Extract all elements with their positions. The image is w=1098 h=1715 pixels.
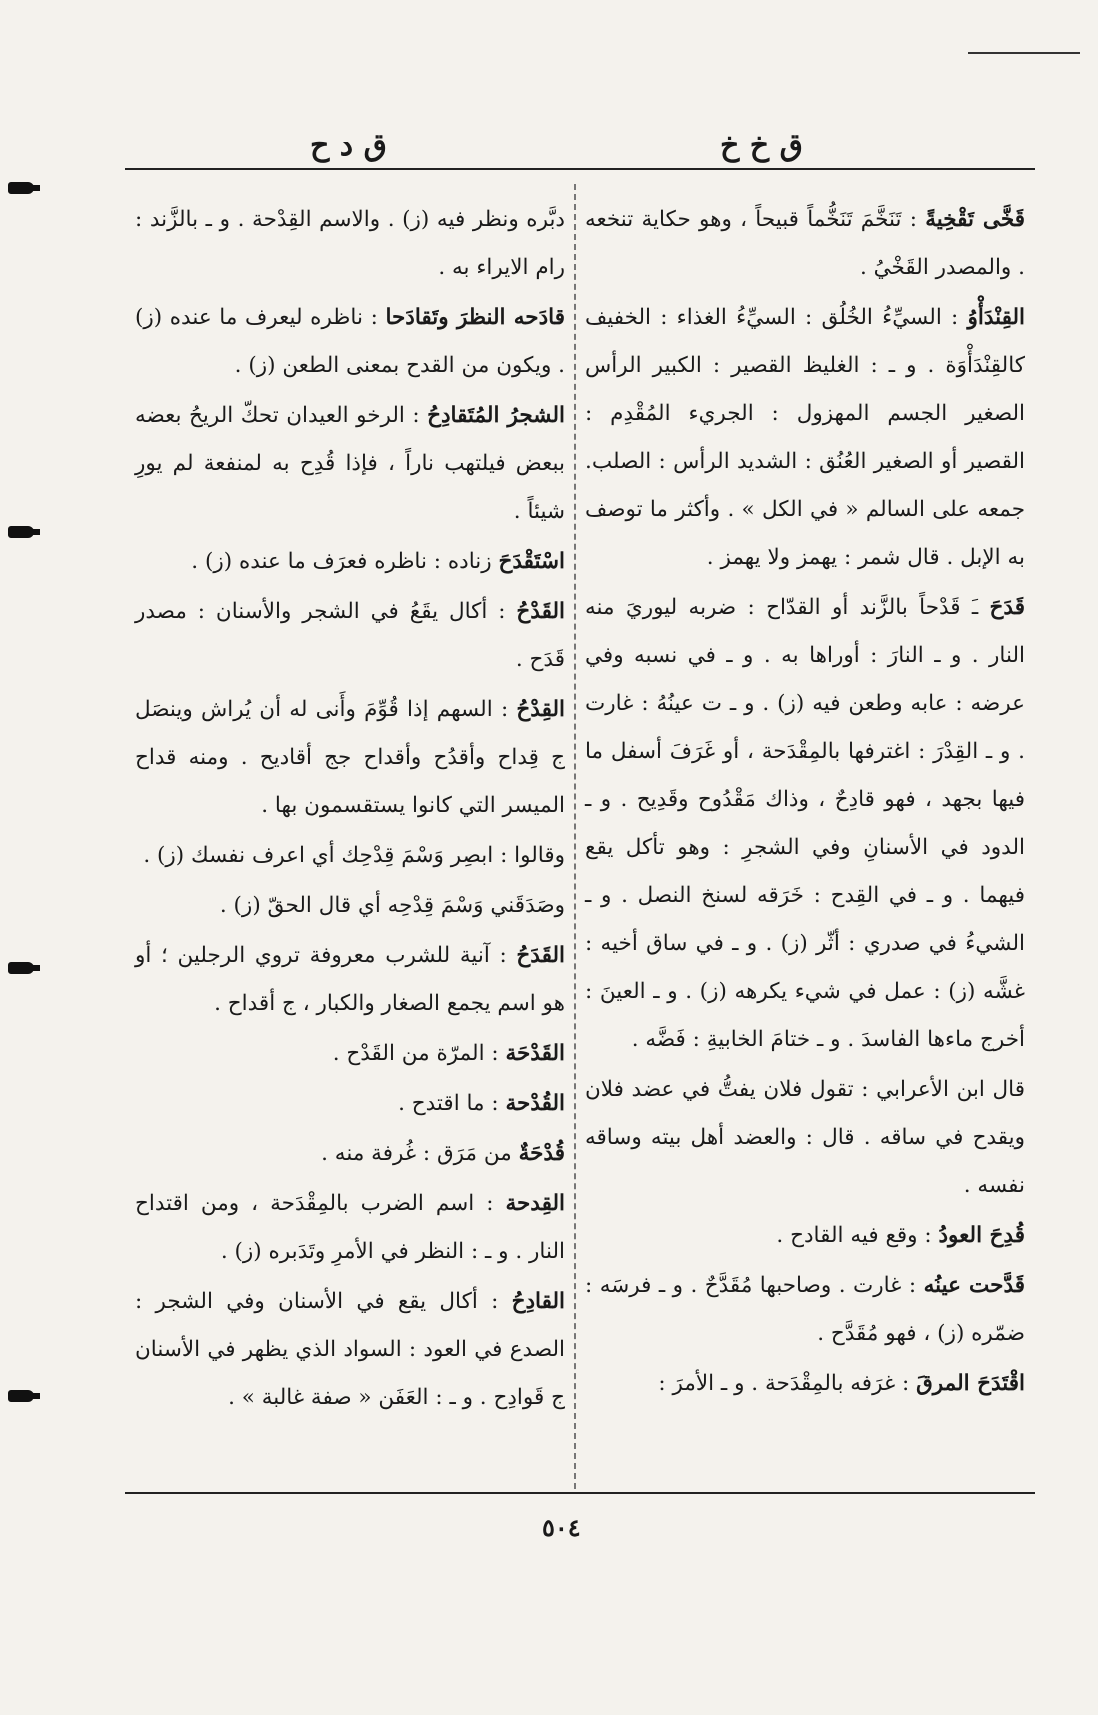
entry-headword: القِدْحُ: [516, 697, 565, 722]
dictionary-entry: [585, 294, 1025, 582]
entry-headword: الشجرُ المُتَقادِحُ: [427, 403, 565, 428]
entry-definition: : أكال يقَعُ في الشجر والأسنان : مصدر قَدَح .: [135, 599, 565, 672]
entry-headword: اقْتَدَحَ المرقَ: [916, 1371, 1025, 1396]
entry-definition: : ناظره ليعرف ما عنده (ز) . ويكون من القدح بمعنى الطعن (ز) .: [135, 305, 565, 378]
dictionary-entry: [135, 882, 565, 930]
right-column: [585, 196, 1025, 1410]
entry-definition: : السيِّءُ الخُلُق : السيِّءُ الغذاء : الخفيف كالقِنْدَأْوَة . و ـ : الغليظ القصير : الكبير الرأس الصغير الجسم المهزول : الجريء المُقْدِم : القصير أو الصغير العُنُق : الشديد الرأس : الصلب. جمعه على السالم « في الكل » . وأكثر ما توصف به الإبل . قال شمر : يهمز ولا يهمز .: [585, 305, 1025, 570]
entry-headword: قُدْحَةٌ: [518, 1141, 565, 1166]
margin-tab-marker: [8, 962, 34, 974]
dictionary-entry: [585, 584, 1025, 1064]
margin-tab-marker: [8, 1390, 34, 1402]
page-number: ٥٠٤: [542, 1513, 581, 1542]
entry-definition: ـَ قَدْحاً بالزَّند أو القدّاح : ضربه ليوريَ منه النار . و ـ النارَ : أوراها به . و ـ في نسبه وفي عرضه : عابه وطعن فيه (ز) . و ـ ت عينُهُ : غارت . و ـ القِدْرَ : اغترفها بالمِقْدَحة ، أو غَرَفَ أسفل ما فيها بجهد ، فهو قادِحٌ ، وذاك مَقْدُوح وقَدِيح . و ـ الدود في الأسنانِ وفي الشجرِ : وهو تأكل يقع فيهما . و ـ في القِدح : خَرَقه لسنخ النصل . و ـ الشيءُ في صدري : أثّر (ز) . و ـ في ساق أخيه : غشَّه (ز) : عمل في شيء يكرهه (ز) . و ـ العينَ : أخرج ماءها الفاسدَ . و ـ ختامَ الخابيةِ : فَضَّه .: [585, 595, 1025, 1052]
entry-definition: : السهم إذا قُوِّمَ وأَنى له أن يُراش وينصَل ج قِداح وأقدُح وأقداح جج أقاديح . ومنه قداح الميسر التي كانوا يستقسمون بها .: [135, 697, 565, 818]
dictionary-entry: [135, 932, 565, 1028]
dictionary-entry: [135, 686, 565, 830]
entry-headword: القَدْحُ: [516, 599, 565, 624]
entry-headword: اسْتَقْدَحَ: [498, 549, 565, 574]
entry-headword: القِنْدَأْوُ: [967, 305, 1025, 330]
entry-definition: وقالوا : ابصِر وَسْمَ قِدْحِك أي اعرف نفسك (ز) .: [143, 843, 565, 868]
entry-definition: : غرَفه بالمِقْدَحة . و ـ الأمرَ :: [658, 1371, 917, 1396]
entry-definition: وصَدَقَني وَسْمَ قِدْحِه أي قال الحقّ (ز) .: [219, 893, 565, 918]
dictionary-entry: [135, 392, 565, 536]
entry-definition: : آنية للشرب معروفة تروي الرجلين ؛ أو هو اسم يجمع الصغار والكبار ، ج أقداح .: [135, 943, 565, 1016]
entry-headword: قَخَّى تَقْخِيةً: [925, 207, 1025, 232]
entry-definition: : ما اقتدح .: [398, 1091, 506, 1116]
footer-rule: [125, 1492, 1035, 1494]
entry-definition: دبَّره ونظر فيه (ز) . والاسم القِدْحة . و ـ بالزَّند : رام الايراء به .: [135, 207, 565, 280]
entry-definition: : اسم الضرب بالمِقْدَحة ، ومن اقتداح النار . و ـ : النظر في الأمرِ وتَدَبره (ز) .: [135, 1191, 565, 1264]
entry-headword: القَدَحُ: [516, 943, 565, 968]
right-running-header: ق خ خ: [720, 128, 803, 163]
entry-definition: من مَرَق : غُرفة منه .: [321, 1141, 519, 1166]
margin-tab-marker: [8, 182, 34, 194]
dictionary-entry: [135, 1030, 565, 1078]
entry-definition: : المرّة من القَدْح .: [332, 1041, 506, 1066]
dictionary-entry: [135, 294, 565, 390]
entry-headword: قُدِحَ العودُ: [938, 1223, 1025, 1248]
dictionary-entry: [585, 1360, 1025, 1408]
entry-definition: : غارت . وصاحبها مُقَدَّحٌ . و ـ فرسَه : ضمّره (ز) ، فهو مُقَدَّح .: [585, 1273, 1025, 1346]
left-running-header: ق د ح: [310, 128, 387, 163]
dictionary-entry: [585, 1212, 1025, 1260]
margin-tab-marker: [8, 526, 34, 538]
dictionary-entry: [585, 196, 1025, 292]
dictionary-entry: [135, 1278, 565, 1422]
entry-definition: : وقع فيه القادح .: [776, 1223, 939, 1248]
dictionary-entry: [135, 196, 565, 292]
entry-definition: : الرخو العيدان تحكّ الريحُ بعضه ببعض فيلتهب ناراً ، فإذا قُدِح به لمنفعة لم يورِ شيئاً .: [135, 403, 565, 524]
dictionary-entry: [135, 832, 565, 880]
dictionary-entry: [135, 1080, 565, 1128]
entry-headword: قَدَحَ: [989, 595, 1025, 620]
entry-definition: : تَنَخَّمَ تَنَخُّماً قبيحاً ، وهو حكاية تنخعه . والمصدر القَخْيُ .: [585, 207, 1025, 280]
dictionary-entry: [135, 1130, 565, 1178]
entry-definition: زناده : ناظره فعرَف ما عنده (ز) .: [191, 549, 499, 574]
entry-headword: القِدحة: [505, 1191, 565, 1216]
left-column: [135, 196, 565, 1424]
column-divider: [574, 184, 576, 1489]
entry-definition: قال ابن الأعرابي : تقول فلان يفتُّ في عضد فلان ويقدح في ساقه . قال : والعضد أهل بيته وساقه نفسه .: [585, 1077, 1025, 1198]
entry-definition: : أكال يقع في الأسنان وفي الشجر : الصدع في العود : السواد الذي يظهر في الأسنان ج قَوادِح . و ـ : العَفَن « صفة غالبة » .: [135, 1289, 565, 1410]
entry-headword: قَدَّحت عينُه: [923, 1273, 1026, 1298]
dictionary-entry: [135, 588, 565, 684]
entry-headword: القُدْحة: [505, 1091, 565, 1116]
top-corner-rule: [968, 52, 1080, 54]
dictionary-entry: [135, 1180, 565, 1276]
dictionary-entry: [135, 538, 565, 586]
dictionary-entry: [585, 1262, 1025, 1358]
dictionary-entry: [585, 1066, 1025, 1210]
header-rule: [125, 168, 1035, 170]
entry-headword: القَدْحَة: [505, 1041, 565, 1066]
entry-headword: القادِحُ: [511, 1289, 565, 1314]
entry-headword: قادَحه النظرَ وتَقادَحا: [385, 305, 565, 330]
